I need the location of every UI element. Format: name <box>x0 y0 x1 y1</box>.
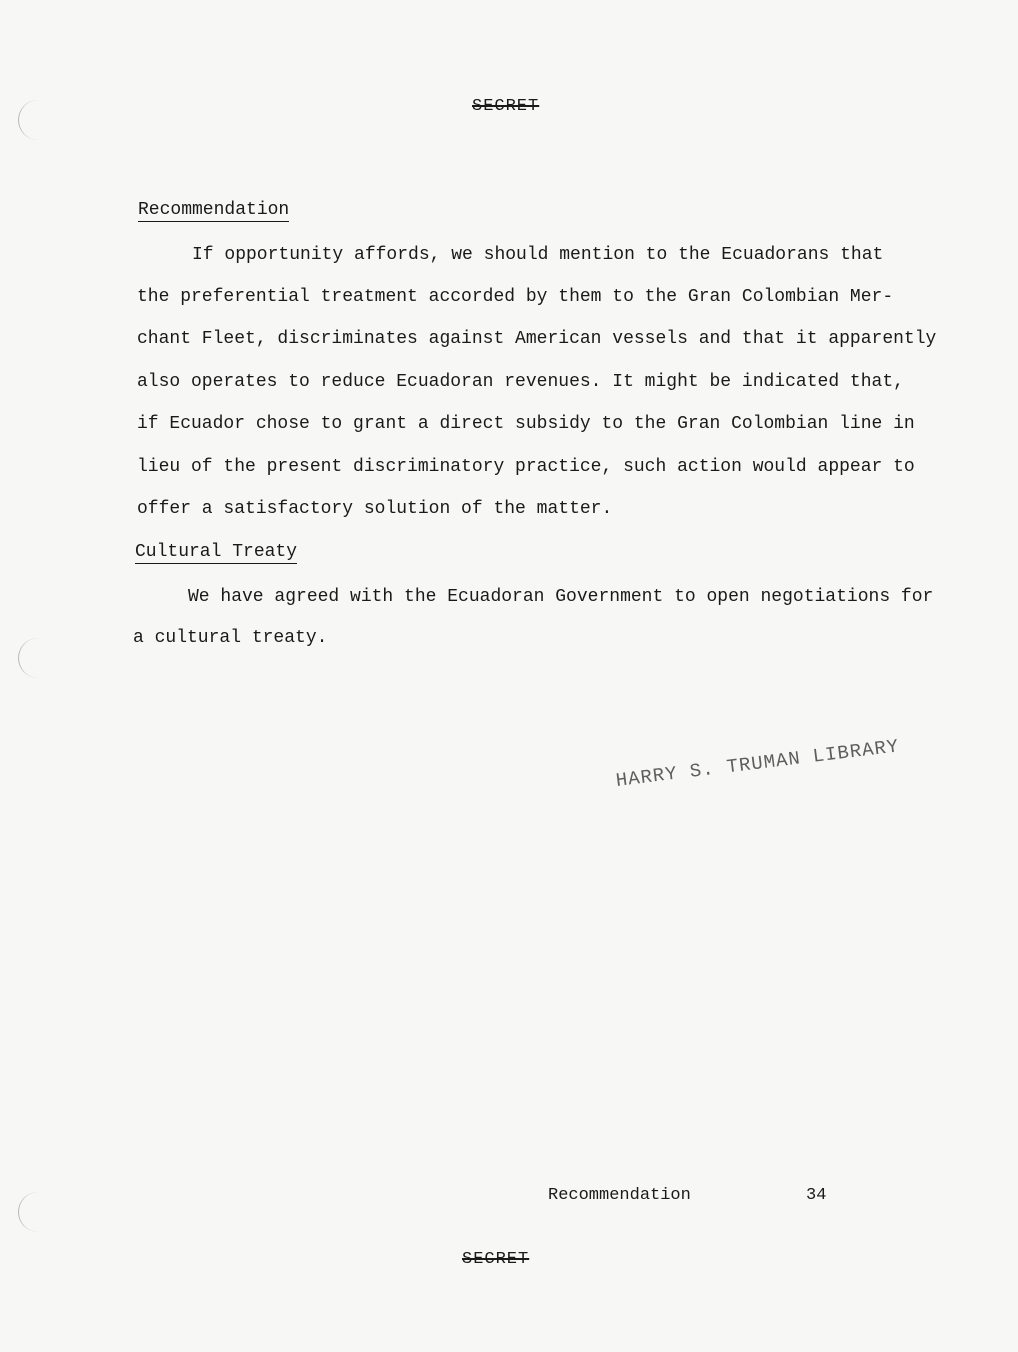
paragraph-line: if Ecuador chose to grant a direct subsidy to the Gran Colombian line in <box>137 414 915 434</box>
paragraph-line: also operates to reduce Ecuadoran revenues. It might be indicated that, <box>137 372 904 392</box>
paragraph-line: We have agreed with the Ecuadoran Government to open negotiations for <box>188 587 934 607</box>
footer-label: Recommendation <box>548 1186 691 1205</box>
paragraph-line: the preferential treatment accorded by them to the Gran Colombian Mer- <box>137 287 894 307</box>
paragraph-line: chant Fleet, discriminates against American vessels and that it apparently <box>137 329 937 349</box>
classification-header: SECRET <box>472 97 540 116</box>
section-heading-recommendation: Recommendation <box>138 200 290 220</box>
paragraph-line: offer a satisfactory solution of the matter. <box>137 499 613 519</box>
paragraph-line: If opportunity affords, we should mention to the Ecuadorans that <box>192 245 884 265</box>
punch-hole-mark <box>18 638 41 678</box>
page-number: 34 <box>806 1186 827 1205</box>
punch-hole-mark <box>18 1192 41 1232</box>
punch-hole-mark <box>18 100 41 140</box>
library-stamp: HARRY S. TRUMAN LIBRARY <box>614 735 901 792</box>
section-heading-cultural-treaty: Cultural Treaty <box>135 542 298 562</box>
paragraph-line: lieu of the present discriminatory practice, such action would appear to <box>137 457 915 477</box>
paragraph-line: a cultural treaty. <box>133 628 328 648</box>
classification-footer: SECRET <box>462 1250 530 1269</box>
